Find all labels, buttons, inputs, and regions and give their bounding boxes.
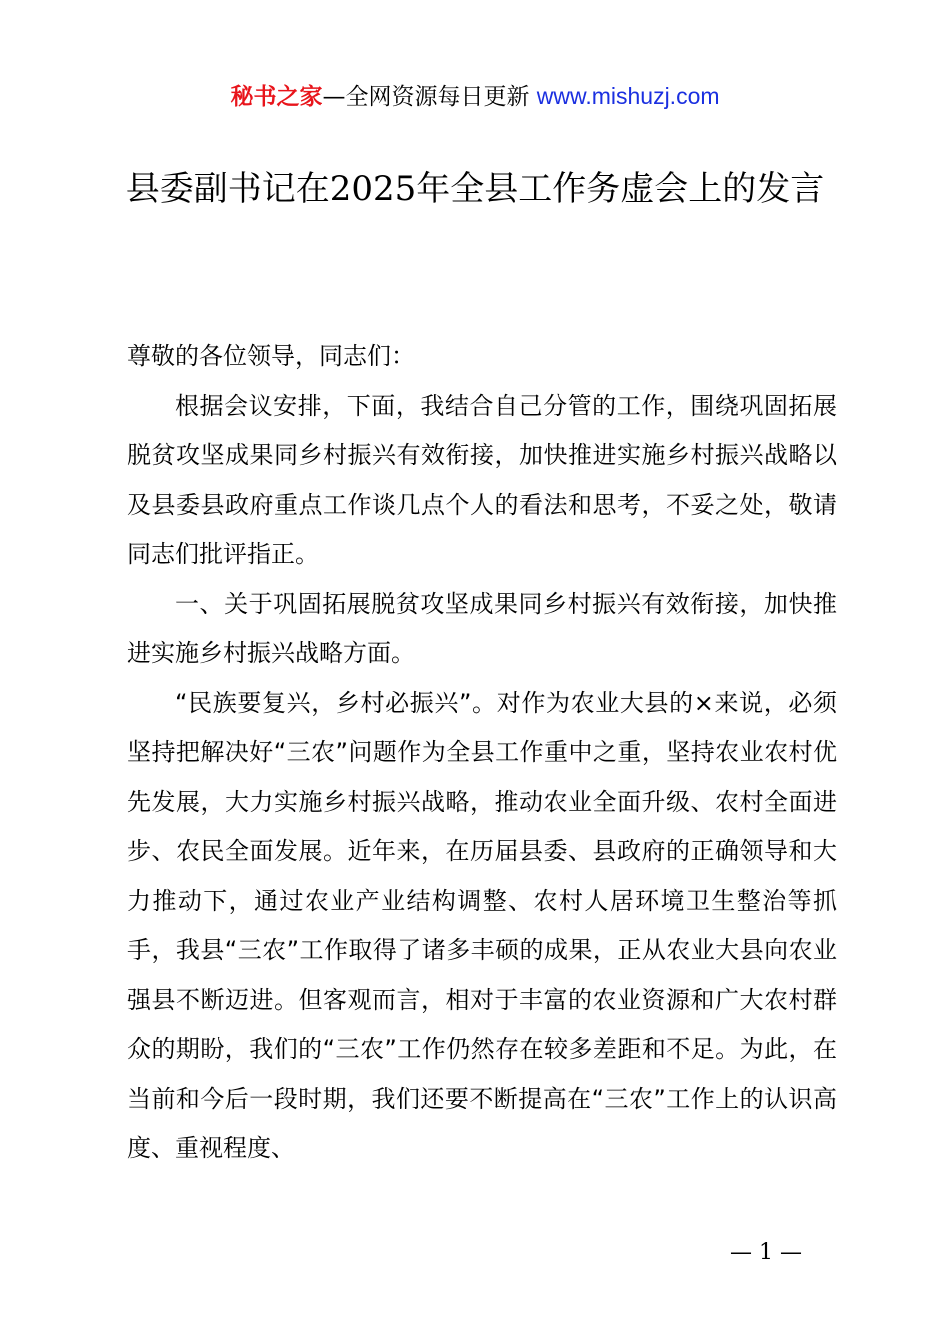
paragraph-intro: 根据会议安排，下面，我结合自己分管的工作，围绕巩固拓展脱贫攻坚成果同乡村振兴有效衔接，加快推进实施乡村振兴战略以及县委县政府重点工作谈几点个人的看法和思考，不妥之处，敬请同志们批评指正。 [127, 391, 837, 568]
document-title: 县委副书记在2025年全县工作务虚会上的发言 [125, 169, 825, 209]
brand-name: 秘书之家 [230, 84, 323, 110]
paragraph-rural-revitalization: “民族要复兴，乡村必振兴”。对作为农业大县的×来说，必须坚持把解决好“三农”问题作为全县工作重中之重，坚持农业农村优先发展，大力实施乡村振兴战略，推动农业全面升级、农村全面进步、农民全面发展。近年来，在历届县委、县政府的正确领导和大力推动下，通过农业产业结构调整、农村人居环境卫生整治等抓手，我县“三农”工作取得了诸多丰硕的成果，正从农业大县向农业强县不断迈进。但客观而言，相对于丰富的农业资源和广大农村群众的期盼，我们的“三农”工作仍然存在较多差距和不足。为此，在当前和今后一段时期，我们还要不断提高在“三农”工作上的认识高度、重视程度、 [127, 688, 837, 1162]
document-body [127, 332, 837, 1174]
header-tagline: —全网资源每日更新 [322, 84, 530, 110]
site-header [0, 80, 950, 113]
section-heading-1: 一、关于巩固拓展脱贫攻坚成果同乡村振兴有效衔接，加快推进实施乡村振兴战略方面。 [127, 589, 837, 667]
salutation: 尊敬的各位领导，同志们： [127, 342, 415, 370]
site-url[interactable]: www.mishuzj.com [536, 83, 720, 109]
page-number: — 1 — [730, 1240, 802, 1265]
